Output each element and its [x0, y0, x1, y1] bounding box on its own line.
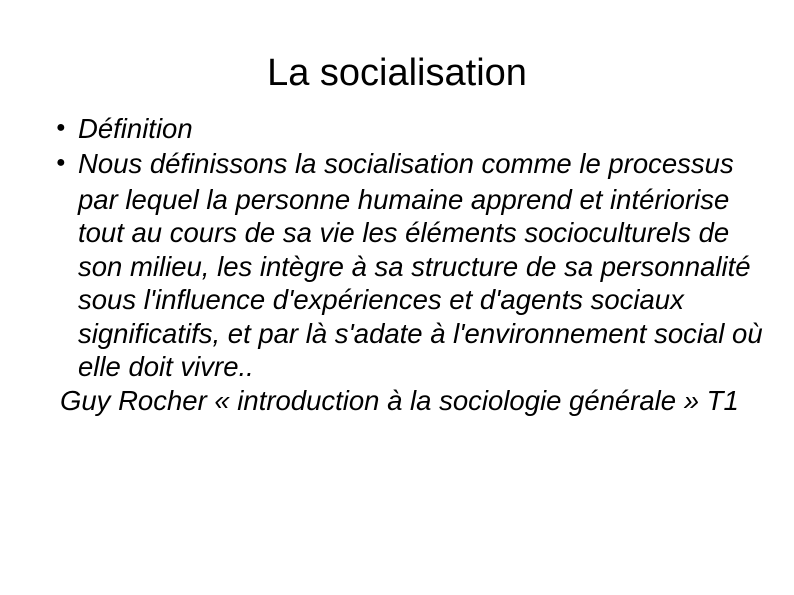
bullet-item-definition	[30, 112, 770, 147]
bullet-dot-icon: ●	[56, 118, 66, 136]
slide-title: La socialisation	[267, 52, 527, 94]
citation: Guy Rocher « introduction à la sociologie générale » T1	[60, 384, 739, 416]
bullet-text: Définition	[78, 113, 193, 144]
bullet-text: Nous définissons la socialisation comme le processus par lequel la personne humaine apprend et intériorise tout au cours de sa vie les éléments socioculturels de son milieu, les intègre à sa structure de sa personnalité sous l'influence d'expériences et d'agents sociaux significatifs, et par là s'adate à l'environnement social où elle doit vivre..	[78, 148, 763, 383]
bullet-item-quote	[30, 147, 770, 383]
slide-content	[30, 112, 770, 417]
bullet-dot-icon: ●	[56, 154, 66, 172]
